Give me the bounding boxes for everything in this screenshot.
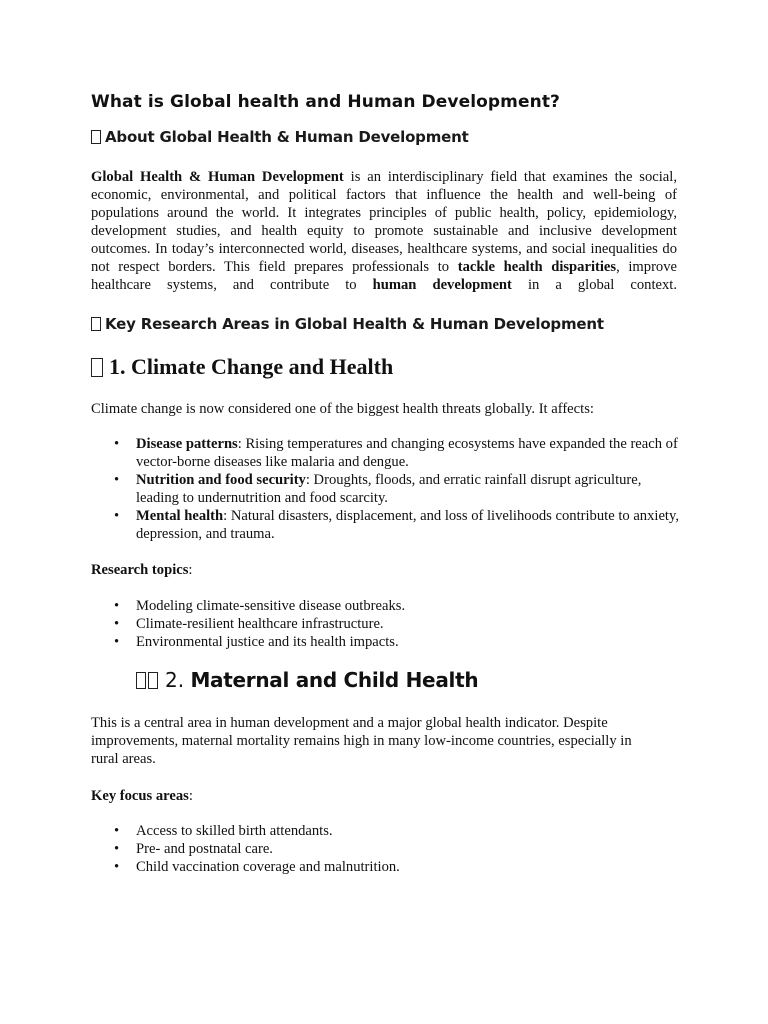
- section-1-heading-text: 1. Climate Change and Health: [109, 354, 394, 379]
- section-2-heading-text: Maternal and Child Health: [190, 668, 479, 692]
- list-item-text: Access to skilled birth attendants.: [136, 823, 333, 839]
- missing-glyph-icon: [136, 672, 146, 689]
- key-focus-label-text: Key focus areas: [91, 788, 189, 804]
- list-item-term: Mental health: [136, 508, 224, 524]
- bullet-icon: •: [114, 859, 120, 875]
- bullet-icon: •: [114, 823, 120, 839]
- missing-glyph-icon: [91, 358, 103, 377]
- list-item-text: Modeling climate-sensitive disease outbreaks.: [136, 598, 406, 614]
- list-item-text: Pre- and postnatal care.: [136, 841, 273, 857]
- list-item-term: Disease patterns: [136, 436, 238, 452]
- bullet-icon: •: [114, 598, 120, 614]
- research-topics-list: [91, 597, 681, 651]
- bullet-icon: •: [114, 508, 120, 524]
- section-1-intro: Climate change is now considered one of the biggest health threats globally. It affects:: [91, 401, 594, 417]
- list-item: [91, 435, 681, 471]
- bullet-icon: •: [114, 634, 120, 650]
- research-heading: [91, 315, 604, 333]
- about-bold-2: tackle health disparities: [457, 259, 617, 275]
- missing-glyph-icon: [91, 317, 101, 331]
- list-item: [91, 597, 681, 615]
- bullet-icon: •: [114, 436, 120, 452]
- list-item-text: : Droughts, floods, and erratic rainfall disrupt agriculture, leading to undernutrition and food scarcity.: [136, 472, 642, 506]
- list-item-text: Child vaccination coverage and malnutrition.: [136, 859, 400, 875]
- list-item-term: Nutrition and food security: [136, 472, 306, 488]
- list-item: [91, 840, 681, 858]
- missing-glyph-icon: [148, 672, 158, 689]
- about-text-1: is an interdisciplinary field that examines the social, economic, environmental, and political factors that influence the health and well-being of populations around the world. It integrates principles of public health, policy, epidemiology, development studies, and health equity to promote sustainable and inclusive development outcomes. In today’s interconnected world, diseases, healthcare systems, and social inequalities do not respect borders. This field prepares professionals to: [91, 169, 677, 275]
- key-focus-label: [91, 787, 677, 805]
- bullet-icon: •: [114, 472, 120, 488]
- section-2-number: 2.: [165, 668, 191, 692]
- research-topics-label: [91, 561, 677, 579]
- key-focus-list: [91, 822, 681, 876]
- list-item: [91, 858, 681, 876]
- list-item-text: : Rising temperatures and changing ecosystems have expanded the reach of vector-borne diseases like malaria and dengue.: [136, 436, 678, 470]
- list-item: [91, 507, 681, 543]
- list-item: [91, 471, 681, 507]
- research-topics-label-text: Research topics: [91, 562, 189, 578]
- about-text-3: in a global context.: [511, 277, 677, 293]
- page-title: What is Global health and Human Development?: [91, 92, 561, 112]
- list-item-text: Climate-resilient healthcare infrastructure.: [136, 616, 384, 632]
- colon: :: [188, 788, 193, 804]
- list-item: [91, 633, 681, 651]
- list-item-text: Environmental justice and its health impacts.: [136, 634, 399, 650]
- bullet-icon: •: [114, 841, 120, 857]
- section-2-heading: [136, 668, 478, 693]
- list-item: [91, 615, 681, 633]
- about-bold-1: Global Health & Human Development: [91, 169, 344, 185]
- about-paragraph: [91, 168, 677, 294]
- bullet-icon: •: [114, 616, 120, 632]
- research-heading-text: Key Research Areas in Global Health & Human Development: [105, 315, 604, 333]
- section-2-intro: This is a central area in human development and a major global health indicator. Despite improvements, maternal mortality remains high in many low-income countries, especially in rural areas.: [91, 715, 632, 767]
- missing-glyph-icon: [91, 130, 101, 144]
- list-item: [91, 822, 681, 840]
- about-text-2: , improve healthcare systems, and contribute to: [91, 259, 677, 293]
- section-1-heading: [91, 354, 393, 380]
- about-heading: [91, 128, 469, 146]
- about-bold-3: human development: [372, 277, 512, 293]
- list-item-text: : Natural disasters, displacement, and loss of livelihoods contribute to anxiety, depression, and trauma.: [136, 508, 679, 542]
- about-heading-text: About Global Health & Human Development: [105, 128, 469, 146]
- colon: :: [188, 562, 193, 578]
- section-1-bullets: [91, 435, 681, 543]
